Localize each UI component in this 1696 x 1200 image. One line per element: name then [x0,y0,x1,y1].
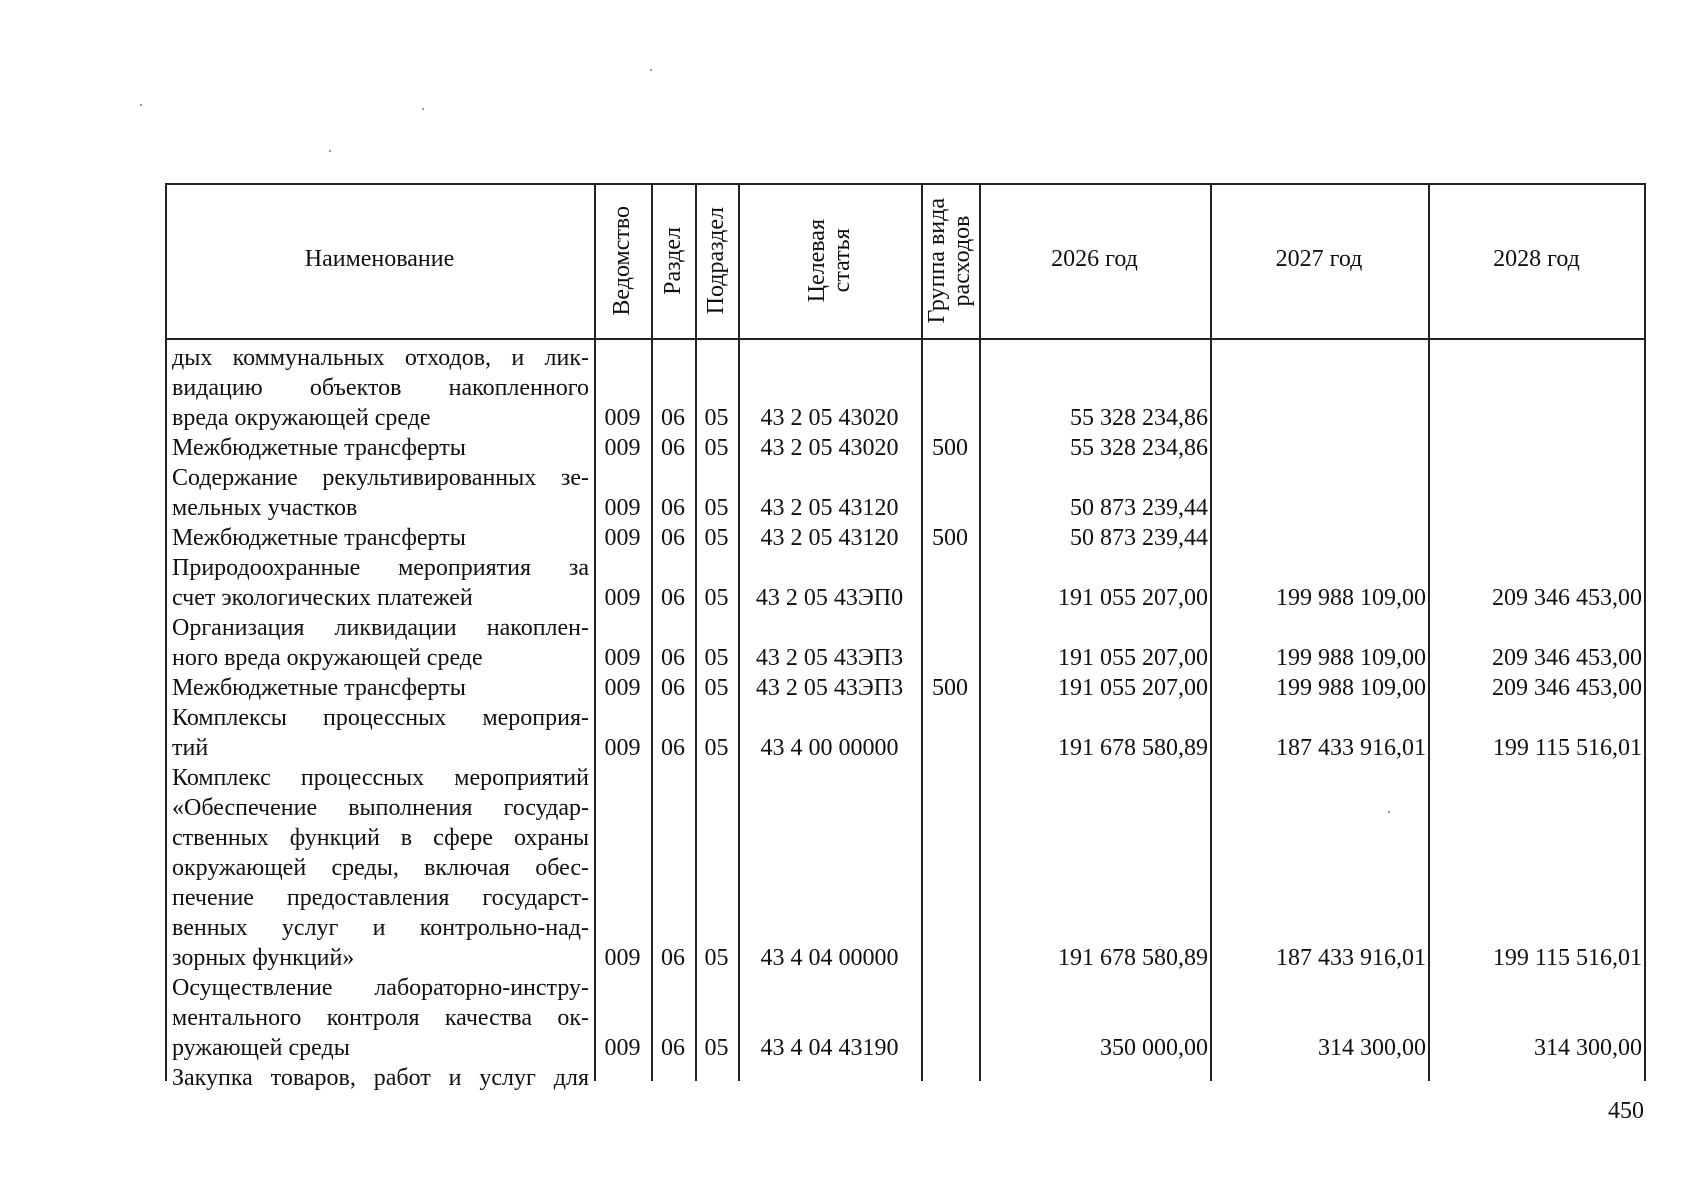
row-name-line: мельных участков [172,495,358,521]
amount-2028-cell [1428,403,1642,433]
header-celevaya-line1: Целевая [803,218,830,303]
podrazdel-cell: 05 [704,735,729,761]
amount-2026-cell: 55 328 234,86 [1070,435,1208,461]
razdel-cell: 06 [661,405,685,431]
table-row [165,1063,1645,1093]
header-podrazdel-cell [695,183,738,338]
amount-2026-cell: 50 873 239,44 [1070,495,1208,521]
amount-2027-cell [1210,523,1426,553]
celevaya-statya-cell: 43 2 05 43120 [760,525,899,551]
celevaya-statya-cell: 43 4 04 43190 [760,1035,899,1061]
row-name-line: ного вреда окружающей среде [172,645,483,671]
podrazdel-cell: 05 [704,495,729,521]
amount-2027-cell [1210,1063,1426,1093]
row-name-line: дых коммунальных отходов, и лик- [172,345,589,371]
table-row [165,463,1645,523]
header-celevaya-line2: статья [828,228,855,293]
scan-speck [650,69,652,71]
header-razdel: Раздел [659,226,686,295]
amount-2028-cell: 209 346 453,00 [1492,645,1642,671]
row-name-line: ственных функций в сфере охраны [172,825,589,851]
row-name-line: Межбюджетные трансферты [172,525,466,551]
gruppa-cell: 500 [932,435,968,461]
gruppa-cell: 500 [932,675,968,701]
budget-table [165,183,1645,1091]
row-name-line: Содержание рекультивированных зе- [172,465,589,491]
vedomstvo-cell: 009 [604,525,641,551]
amount-2028-cell [1428,433,1642,463]
header-gruppa-cell [921,183,979,338]
row-name-line: окружающей среды, включая обес- [172,855,589,881]
amount-2026-cell: 191 055 207,00 [1058,675,1208,701]
row-name-line: вреда окружающей среде [172,405,431,431]
header-2027: 2027 год [1275,246,1363,272]
celevaya-statya-cell: 43 2 05 43ЭП3 [755,675,904,701]
razdel-cell: 06 [661,495,685,521]
header-celevaya-cell [738,183,921,338]
amount-2026-cell: 350 000,00 [1100,1035,1208,1061]
razdel-cell: 06 [661,525,685,551]
amount-2027-cell [1210,493,1426,523]
header-bottom-border [165,338,1645,340]
celevaya-statya-cell: 43 2 05 43ЭП3 [755,645,904,671]
amount-2028-cell: 209 346 453,00 [1492,585,1642,611]
gruppa-cell [921,403,979,433]
row-name-line: Организация ликвидации накоплен- [172,615,589,641]
gruppa-cell [921,733,979,763]
vedomstvo-cell: 009 [604,945,641,971]
scan-speck [329,150,331,152]
amount-2026-cell: 191 678 580,89 [1058,945,1208,971]
row-name-line: венных услуг и контрольно-над- [172,915,589,941]
celevaya-statya-cell: 43 2 05 43020 [760,435,899,461]
header-2028: 2028 год [1493,246,1580,272]
header-podrazdel: Подраздел [703,206,729,315]
row-name-line: Межбюджетные трансферты [172,435,466,461]
podrazdel-cell: 05 [704,1035,729,1061]
amount-2027-cell: 199 988 109,00 [1276,645,1426,671]
amount-2027-cell: 187 433 916,01 [1276,945,1426,971]
amount-2027-cell [1210,403,1426,433]
amount-2028-cell: 199 115 516,01 [1492,945,1642,971]
podrazdel-cell: 05 [704,675,729,701]
celevaya-statya-cell: 43 2 05 43ЭП0 [755,585,904,611]
row-name-line: видацию объектов накопленного [172,375,589,401]
vedomstvo-cell: 009 [604,495,641,521]
amount-2026-cell: 191 678 580,89 [1058,735,1208,761]
podrazdel-cell: 05 [704,525,729,551]
amount-2028-cell [1428,493,1642,523]
amount-2026-cell: 191 055 207,00 [1058,585,1208,611]
table-top-border [165,183,1645,185]
amount-2027-cell: 187 433 916,01 [1276,735,1426,761]
header-gruppa-line2: расходов [949,215,975,306]
row-name-line: Осуществление лабораторно-инстру- [172,975,589,1001]
table-row [165,523,1645,553]
razdel-cell: 06 [661,1035,685,1061]
header-razdel-cell [651,183,695,338]
razdel-cell [651,1063,695,1093]
gruppa-cell [921,943,979,973]
page-number: 450 [1608,1098,1644,1124]
table-row [165,433,1645,463]
row-name-line: Закупка товаров, работ и услуг для [172,1065,589,1091]
row-name-line: зорных функций» [172,945,355,971]
celevaya-statya-cell [738,1063,921,1093]
podrazdel-cell: 05 [704,945,729,971]
gruppa-cell [921,583,979,613]
table-row [165,613,1645,673]
table-row [165,343,1645,433]
podrazdel-cell: 05 [704,405,729,431]
razdel-cell: 06 [661,945,685,971]
table-row [165,763,1645,973]
amount-2026-cell: 50 873 239,44 [1070,525,1208,551]
table-row [165,673,1645,703]
amount-2026-cell [979,1063,1208,1093]
vedomstvo-cell: 009 [604,735,641,761]
amount-2026-cell: 55 328 234,86 [1070,405,1208,431]
header-celevaya [805,219,855,302]
vedomstvo-cell: 009 [604,675,641,701]
amount-2027-cell: 199 988 109,00 [1276,675,1426,701]
header-vedomstvo-cell [594,183,651,338]
row-name-line: ментального контроля качества ок- [172,1005,589,1031]
scan-speck [140,104,142,106]
gruppa-cell [921,643,979,673]
celevaya-statya-cell: 43 4 04 00000 [760,945,899,971]
row-name-line: счет экологических платежей [172,585,473,611]
podrazdel-cell: 05 [704,645,729,671]
amount-2027-cell [1210,433,1426,463]
table-row [165,553,1645,613]
row-name-line: Комплекс процессных мероприятий [172,765,589,791]
amount-2028-cell [1428,523,1642,553]
razdel-cell: 06 [661,585,685,611]
gruppa-cell [921,493,979,523]
razdel-cell: 06 [661,675,685,701]
razdel-cell: 06 [661,435,685,461]
podrazdel-cell: 05 [704,585,729,611]
amount-2027-cell: 314 300,00 [1318,1035,1426,1061]
podrazdel-cell [695,1063,738,1093]
amount-2028-cell: 209 346 453,00 [1492,675,1642,701]
header-gruppa-line1: Группа вида [924,197,950,324]
vedomstvo-cell: 009 [604,1035,641,1061]
amount-2027-cell: 199 988 109,00 [1276,585,1426,611]
row-name-line: печение предоставления государст- [172,885,589,911]
header-name: Наименование [304,246,455,272]
celevaya-statya-cell: 43 2 05 43020 [760,405,899,431]
header-2026: 2026 год [1051,246,1138,272]
vedomstvo-cell: 009 [604,435,641,461]
gruppa-cell [921,1033,979,1063]
row-name-line: Межбюджетные трансферты [172,675,466,701]
table-row [165,703,1645,763]
amount-2028-cell: 199 115 516,01 [1492,735,1642,761]
header-vedomstvo: Ведомство [609,205,635,316]
table-row [165,973,1645,1063]
razdel-cell: 06 [661,735,685,761]
podrazdel-cell: 05 [704,435,729,461]
row-name-line: «Обеспечение выполнения государ- [172,795,589,821]
gruppa-cell [921,1063,979,1093]
amount-2028-cell: 314 300,00 [1534,1035,1642,1061]
celevaya-statya-cell: 43 4 00 00000 [760,735,899,761]
amount-2026-cell: 191 055 207,00 [1058,645,1208,671]
vedomstvo-cell: 009 [604,645,641,671]
amount-2028-cell [1428,1063,1642,1093]
vedomstvo-cell: 009 [604,405,641,431]
scan-speck [422,108,424,110]
razdel-cell: 06 [661,645,685,671]
vedomstvo-cell: 009 [604,585,641,611]
header-gruppa [925,198,975,323]
celevaya-statya-cell: 43 2 05 43120 [760,495,899,521]
row-name-line: Природоохранные мероприятия за [172,555,589,581]
row-name-line: тий [172,735,209,761]
row-name-line: ружающей среды [172,1035,350,1061]
row-name-line: Комплексы процессных мероприя- [172,705,589,731]
gruppa-cell: 500 [932,525,968,551]
vedomstvo-cell [594,1063,651,1093]
